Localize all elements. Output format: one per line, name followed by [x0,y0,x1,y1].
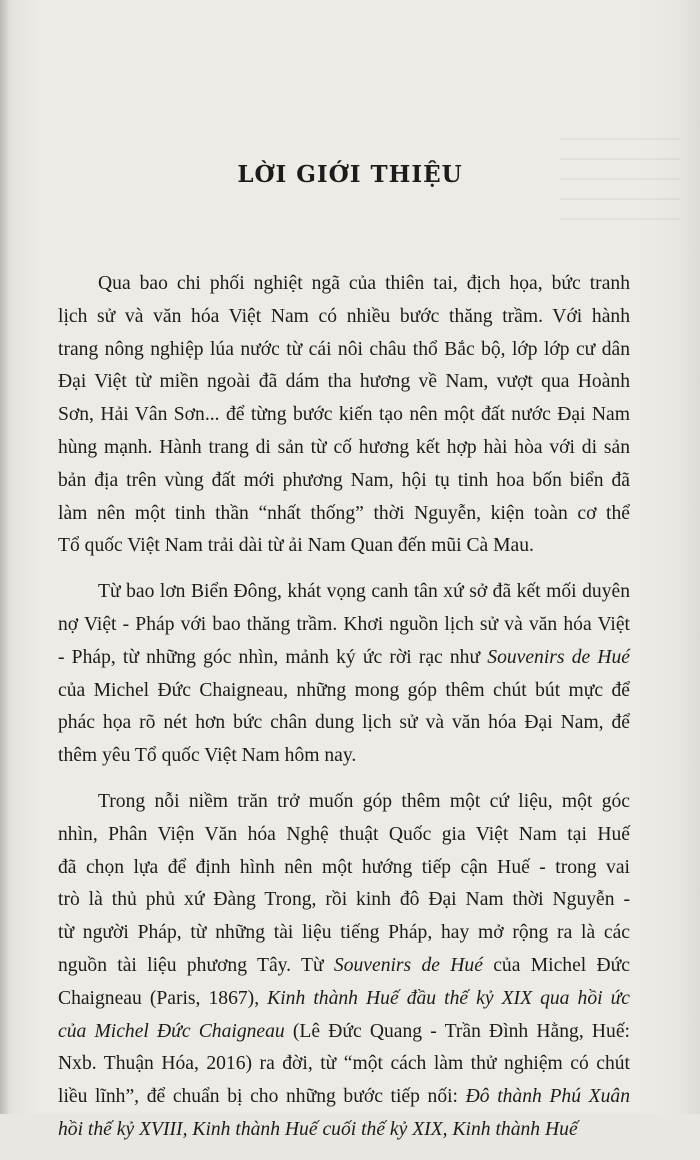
text-segment: trang nông nghiệp lúa nước từ cái nôi châu thổ Bắc bộ, lớp lớp cư dân [58,338,630,360]
italic-text: Đô thành Phú Xuân [465,1086,630,1108]
text-line [58,786,630,819]
text-line [58,432,630,465]
text-line [58,498,630,531]
text-line [58,1081,630,1114]
text-line [58,740,630,773]
text-segment: liều lĩnh”, để chuẩn bị cho những bước tiếp nối: [58,1086,466,1108]
text-line [58,1114,630,1147]
text-segment: bản địa trên vùng đất mới phương Nam, hội tụ tinh hoa bốn biển đã [58,469,630,491]
text-line [58,609,630,642]
text-line [58,642,630,675]
paragraph [58,576,630,773]
text-line [58,1048,630,1081]
text-segment: đã chọn lựa để định hình nên một hướng tiếp cận Huế - trong vai [58,856,630,878]
paragraph [58,786,630,1147]
text-line [58,268,630,301]
text-line [58,399,630,432]
text-line [58,366,630,399]
text-segment: Đại Việt từ miền ngoài đã dám tha hương về Nam, vượt qua Hoành [58,371,630,393]
text-segment: của Michel Đức Chaigneau, những mong góp thêm chút bút mực để [58,679,630,701]
text-segment: lịch sử và văn hóa Việt Nam có nhiều bước thăng trầm. Với hành [58,305,630,327]
italic-text: hồi thế kỷ XVIII, Kinh thành Huế cuối thế kỷ XIX, Kinh thành Huế [58,1118,578,1140]
paragraph [58,268,630,563]
italic-text: Souvenirs de Hué [487,646,630,668]
text-segment: trò là thủ phủ xứ Đàng Trong, rồi kinh đô Đại Nam thời Nguyễn - [58,889,630,911]
text-segment: nợ Việt - Pháp với bao thăng trầm. Khơi nguồn lịch sử và văn hóa Việt [58,613,630,635]
text-segment: Qua bao chi phối nghiệt ngã của thiên tai, địch họa, bức tranh [98,273,630,294]
text-line [58,530,630,563]
text-segment: thêm yêu Tổ quốc Việt Nam hôm nay. [58,745,357,767]
text-segment: Tổ quốc Việt Nam trải dài từ ải Nam Quan đến mũi Cà Mau. [58,535,534,557]
text-line [58,465,630,498]
text-segment: (Lê Đức Quang - Trần Đình Hằng, Huế: [284,1020,630,1042]
body-text [58,268,630,1160]
text-line [58,983,630,1016]
text-line [58,576,630,609]
text-segment: nhìn, Phân Viện Văn hóa Nghệ thuật Quốc gia Việt Nam tại Huế [58,823,630,845]
text-line [58,819,630,852]
text-segment: làm nên một tinh thần “nhất thống” thời Nguyễn, kiện toàn cơ thể [58,502,630,524]
text-line [58,1016,630,1049]
text-line [58,675,630,708]
text-segment: hùng mạnh. Hành trang di sản từ cố hương kết hợp hài hòa với di sản [58,436,630,458]
text-segment: Nxb. Thuận Hóa, 2016) ra đời, từ “một cách làm thử nghiệm có chút [58,1053,630,1075]
text-line [58,884,630,917]
text-segment: Chaigneau (Paris, 1867), [58,987,268,1009]
italic-text: Souvenirs de Hué [333,954,483,976]
page-title: LỜI GIỚI THIỆU [237,161,463,188]
text-segment: - Pháp, từ những góc nhìn, mảnh ký ức rời rạc như [58,646,488,668]
text-line [58,334,630,367]
italic-text: Kinh thành Huế đầu thế kỷ XIX qua hồi ức [267,987,630,1009]
text-line [58,917,630,950]
text-line [58,301,630,334]
text-segment: từ người Pháp, từ những tài liệu tiếng Pháp, hay mở rộng ra là các [58,922,630,944]
text-segment: Sơn, Hải Vân Sơn... để từng bước kiến tạo nên một đất nước Đại Nam [58,404,630,426]
text-segment: phác họa rõ nét hơn bức chân dung lịch sử và văn hóa Đại Nam, để [58,712,630,734]
text-line [58,950,630,983]
text-line [58,852,630,885]
text-segment: nguồn tài liệu phương Tây. Từ [58,954,334,976]
text-segment: Trong nỗi niềm trăn trở muốn góp thêm một cứ liệu, một góc [98,790,630,812]
text-line [58,707,630,740]
text-segment: của Michel Đức [482,954,630,976]
italic-text: của Michel Đức Chaigneau [58,1020,285,1042]
text-segment: Từ bao lơn Biển Đông, khát vọng canh tân xứ sở đã kết mối duyên [98,581,630,603]
